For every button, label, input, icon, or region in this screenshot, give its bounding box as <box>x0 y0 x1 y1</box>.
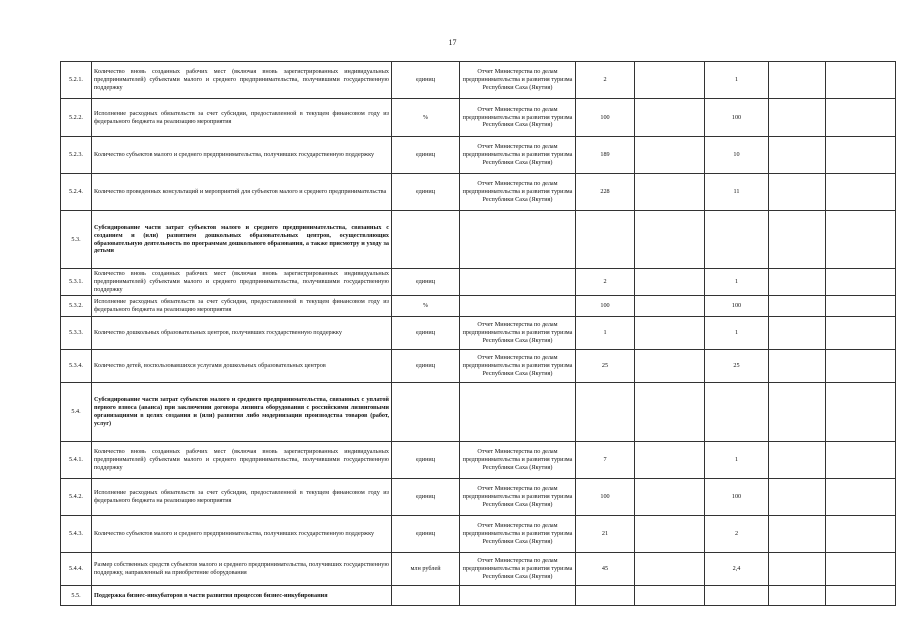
row-source <box>460 269 576 296</box>
row-value-4 <box>769 383 826 442</box>
row-value-4 <box>769 516 826 553</box>
row-empty-cell <box>826 586 896 606</box>
table-row <box>61 350 896 383</box>
table-row <box>61 479 896 516</box>
row-source <box>460 296 576 317</box>
row-number: 5.3.3. <box>61 317 92 350</box>
row-value-4 <box>769 553 826 586</box>
row-description: Количество субъектов малого и среднего предпринимательства, получивших государственную поддержку <box>92 137 392 174</box>
row-number: 5.3.1. <box>61 269 92 296</box>
row-description: Количество субъектов малого и среднего предпринимательства, получивших государственную поддержку <box>92 516 392 553</box>
row-value-3: 2 <box>705 516 769 553</box>
row-value-1: 100 <box>576 479 635 516</box>
row-source: Отчет Министерства по делам предпринимательства и развития туризма Республики Саха (Якутия) <box>460 442 576 479</box>
row-number: 5.2.3. <box>61 137 92 174</box>
row-value-1: 228 <box>576 174 635 211</box>
row-empty-cell <box>826 62 896 99</box>
row-empty-cell <box>826 296 896 317</box>
row-value-2 <box>635 269 705 296</box>
table-row <box>61 269 896 296</box>
row-unit: % <box>392 296 460 317</box>
row-empty-cell <box>826 442 896 479</box>
row-value-3 <box>705 586 769 606</box>
row-source: Отчет Министерства по делам предпринимательства и развития туризма Республики Саха (Якутия) <box>460 479 576 516</box>
row-value-1: 2 <box>576 269 635 296</box>
row-value-3: 100 <box>705 99 769 137</box>
row-unit <box>392 211 460 269</box>
row-value-4 <box>769 350 826 383</box>
row-description: Субсидирование части затрат субъектов малого и среднего предпринимательства, связанных с созданием и (или) развитием дошкольных образовательных центров, осуществляющих образовательную деятельность по программам дошкольного образования, а также присмотру и уходу за детьми <box>92 211 392 269</box>
row-value-2 <box>635 296 705 317</box>
row-value-4 <box>769 586 826 606</box>
row-value-1: 189 <box>576 137 635 174</box>
row-value-4 <box>769 442 826 479</box>
row-value-2 <box>635 516 705 553</box>
row-description: Исполнение расходных обязательств за счет субсидии, предоставленной в текущем финансовом году из федерального бюджета на реализацию мероприятия <box>92 479 392 516</box>
row-value-3 <box>705 383 769 442</box>
row-source <box>460 586 576 606</box>
row-unit: единиц <box>392 269 460 296</box>
row-value-2 <box>635 350 705 383</box>
row-description: Поддержка бизнес-инкубаторов в части развития процессов бизнес-инкубирования <box>92 586 392 606</box>
row-value-2 <box>635 211 705 269</box>
row-number: 5.4.3. <box>61 516 92 553</box>
row-value-4 <box>769 137 826 174</box>
row-number: 5.3.2. <box>61 296 92 317</box>
row-value-1 <box>576 211 635 269</box>
row-value-3: 100 <box>705 479 769 516</box>
table-row <box>61 174 896 211</box>
row-description: Размер собственных средств субъектов малого и среднего предпринимательства, получивших государственную поддержку, направленный на приобретение оборудования <box>92 553 392 586</box>
row-value-3: 1 <box>705 442 769 479</box>
row-value-1: 1 <box>576 317 635 350</box>
row-value-2 <box>635 99 705 137</box>
indicators-table <box>60 61 896 606</box>
row-value-2 <box>635 137 705 174</box>
table-row <box>61 211 896 269</box>
table-row <box>61 99 896 137</box>
row-unit: млн рублей <box>392 553 460 586</box>
row-value-4 <box>769 479 826 516</box>
row-value-3: 1 <box>705 317 769 350</box>
row-empty-cell <box>826 137 896 174</box>
row-value-1 <box>576 383 635 442</box>
row-value-2 <box>635 62 705 99</box>
row-empty-cell <box>826 516 896 553</box>
row-source: Отчет Министерства по делам предпринимательства и развития туризма Республики Саха (Якутия) <box>460 99 576 137</box>
row-number: 5.4.4. <box>61 553 92 586</box>
row-empty-cell <box>826 383 896 442</box>
row-description: Количество вновь созданных рабочих мест (включая вновь зарегистрированных индивидуальных предпринимателей) субъектами малого и среднего предпринимательства, получившими государственную поддержку <box>92 269 392 296</box>
row-value-1: 21 <box>576 516 635 553</box>
table-row <box>61 317 896 350</box>
row-value-2 <box>635 174 705 211</box>
row-description: Количество вновь созданных рабочих мест (включая вновь зарегистрированных индивидуальных предпринимателей) субъектами малого и среднего предпринимательства, получившими государственную поддержку <box>92 442 392 479</box>
row-value-4 <box>769 317 826 350</box>
row-value-4 <box>769 174 826 211</box>
row-unit: единиц <box>392 516 460 553</box>
row-value-3: 1 <box>705 62 769 99</box>
row-number: 5.4. <box>61 383 92 442</box>
row-unit: единиц <box>392 137 460 174</box>
table-row <box>61 62 896 99</box>
row-empty-cell <box>826 317 896 350</box>
row-unit: % <box>392 99 460 137</box>
row-empty-cell <box>826 99 896 137</box>
row-source <box>460 383 576 442</box>
row-empty-cell <box>826 350 896 383</box>
row-number: 5.2.2. <box>61 99 92 137</box>
row-value-3: 10 <box>705 137 769 174</box>
row-source: Отчет Министерства по делам предпринимательства и развития туризма Республики Саха (Якутия) <box>460 62 576 99</box>
row-unit: единиц <box>392 62 460 99</box>
row-empty-cell <box>826 211 896 269</box>
row-empty-cell <box>826 553 896 586</box>
row-source: Отчет Министерства по делам предпринимательства и развития туризма Республики Саха (Якутия) <box>460 317 576 350</box>
row-number: 5.3. <box>61 211 92 269</box>
row-value-1: 100 <box>576 99 635 137</box>
table-row <box>61 553 896 586</box>
row-number: 5.4.1. <box>61 442 92 479</box>
row-number: 5.2.1. <box>61 62 92 99</box>
row-source: Отчет Министерства по делам предпринимательства и развития туризма Республики Саха (Якутия) <box>460 174 576 211</box>
row-value-3 <box>705 211 769 269</box>
row-description: Субсидирование части затрат субъектов малого и среднего предпринимательства, связанных с уплатой первого взноса (аванса) при заключении договора лизинга оборудования с российскими лизинговыми организациями в целях создания и (или) развития либо модернизации производства товаров (работ, услуг) <box>92 383 392 442</box>
row-unit: единиц <box>392 317 460 350</box>
row-value-3: 100 <box>705 296 769 317</box>
row-source: Отчет Министерства по делам предпринимательства и развития туризма Республики Саха (Якутия) <box>460 137 576 174</box>
row-value-2 <box>635 553 705 586</box>
row-unit: единиц <box>392 479 460 516</box>
row-value-4 <box>769 99 826 137</box>
row-value-2 <box>635 586 705 606</box>
row-description: Исполнение расходных обязательств за счет субсидии, предоставленной в текущем финансовом году из федерального бюджета на реализацию мероприятия <box>92 296 392 317</box>
row-value-3: 2,4 <box>705 553 769 586</box>
row-description: Количество детей, воспользовавшихся услугами дошкольных образовательных центров <box>92 350 392 383</box>
row-description: Исполнение расходных обязательств за счет субсидии, предоставленной в текущем финансовом году из федерального бюджета на реализацию мероприятия <box>92 99 392 137</box>
row-value-1: 25 <box>576 350 635 383</box>
row-value-4 <box>769 62 826 99</box>
row-value-4 <box>769 296 826 317</box>
row-value-3: 25 <box>705 350 769 383</box>
row-value-2 <box>635 442 705 479</box>
row-unit: единиц <box>392 442 460 479</box>
row-value-2 <box>635 317 705 350</box>
row-value-4 <box>769 269 826 296</box>
row-value-1: 7 <box>576 442 635 479</box>
table-row <box>61 296 896 317</box>
row-number: 5.3.4. <box>61 350 92 383</box>
row-source: Отчет Министерства по делам предпринимательства и развития туризма Республики Саха (Якутия) <box>460 553 576 586</box>
row-source: Отчет Министерства по делам предпринимательства и развития туризма Республики Саха (Якутия) <box>460 350 576 383</box>
row-value-1: 2 <box>576 62 635 99</box>
row-value-3: 1 <box>705 269 769 296</box>
row-number: 5.5. <box>61 586 92 606</box>
row-source <box>460 211 576 269</box>
row-source: Отчет Министерства по делам предпринимательства и развития туризма Республики Саха (Якутия) <box>460 516 576 553</box>
table-row <box>61 586 896 606</box>
row-number: 5.4.2. <box>61 479 92 516</box>
row-value-1: 100 <box>576 296 635 317</box>
row-unit <box>392 586 460 606</box>
row-description: Количество вновь созданных рабочих мест (включая вновь зарегистрированных индивидуальных предпринимателей) субъектами малого и среднего предпринимательства, получившими государственную поддержку <box>92 62 392 99</box>
row-unit: единиц <box>392 174 460 211</box>
table-row <box>61 383 896 442</box>
row-empty-cell <box>826 269 896 296</box>
row-unit: единиц <box>392 350 460 383</box>
row-unit <box>392 383 460 442</box>
page-number: 17 <box>448 38 457 47</box>
row-value-1 <box>576 586 635 606</box>
row-value-2 <box>635 479 705 516</box>
row-description: Количество проведенных консультаций и мероприятий для субъектов малого и среднего предпринимательства <box>92 174 392 211</box>
row-value-3: 11 <box>705 174 769 211</box>
row-value-1: 45 <box>576 553 635 586</box>
table-row <box>61 442 896 479</box>
row-empty-cell <box>826 174 896 211</box>
table-row <box>61 137 896 174</box>
row-value-4 <box>769 211 826 269</box>
row-value-2 <box>635 383 705 442</box>
table-row <box>61 516 896 553</box>
row-number: 5.2.4. <box>61 174 92 211</box>
row-empty-cell <box>826 479 896 516</box>
row-description: Количество дошкольных образовательных центров, получивших государственную поддержку <box>92 317 392 350</box>
